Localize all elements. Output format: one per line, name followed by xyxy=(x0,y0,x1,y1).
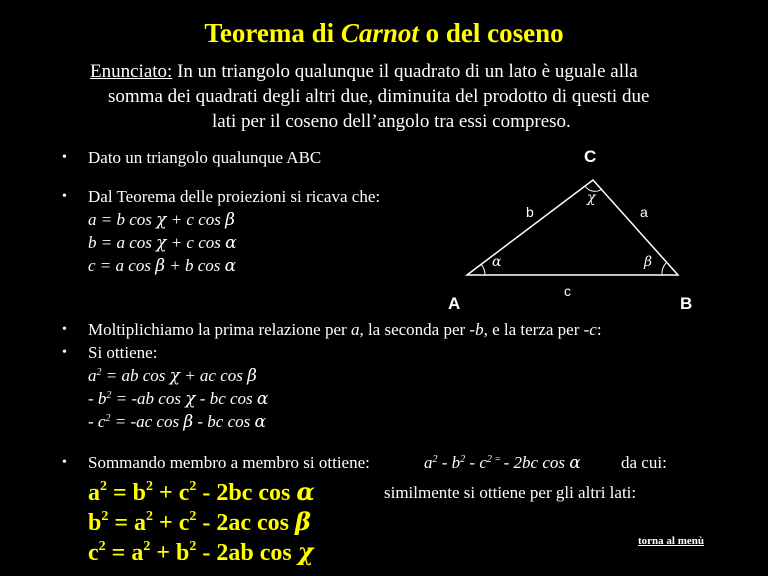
projection-eq-c: c = a cos β + b cos α xyxy=(88,256,237,276)
bullet: • xyxy=(62,322,67,337)
side-label-c: c xyxy=(564,283,571,299)
intro-text: Dato un triangolo qualunque ABC xyxy=(88,148,322,167)
sum-after-text: da cui: xyxy=(621,453,667,472)
product-eq-2: - $b^2 = -ab$ cos χ - bc cos α xyxy=(88,389,269,409)
side-label-a: a xyxy=(640,204,648,220)
sum-text: Sommando membro a membro si ottiene: xyxy=(88,453,370,472)
angle-arc-alpha xyxy=(481,264,485,275)
angle-label-beta: β xyxy=(644,254,653,270)
title-prefix: Teorema di xyxy=(204,18,341,48)
product-eq-3: - $c^2 = -ac$ cos β - bc cos α xyxy=(88,412,266,432)
projections-heading: Dal Teorema delle proiezioni si ricava che: xyxy=(88,187,381,206)
bullet: • xyxy=(62,345,67,360)
sum-equation: $a^2 - b^2 - c^2$ = - 2bc cos α xyxy=(424,453,581,473)
angle-arc-beta xyxy=(662,263,666,275)
multiply-text: Moltiplichiamo la prima relazione per a, la seconda per -b, e la terza per -c: xyxy=(88,320,602,339)
page-title xyxy=(0,18,768,49)
bullet: • xyxy=(62,455,67,470)
back-to-menu-link[interactable]: torna al menù xyxy=(638,535,704,547)
statement-text-1: In un triangolo qualunque il quadrato di un lato è uguale alla xyxy=(172,61,638,82)
vertex-label-b: B xyxy=(680,294,693,313)
projection-eq-b: b = a cos χ + c cos α xyxy=(88,233,237,253)
obtain-text: Si ottiene: xyxy=(88,343,158,362)
statement-label: Enunciato: xyxy=(90,61,173,82)
projection-eq-a: a = b cos χ + c cos β xyxy=(88,210,235,230)
bullet: • xyxy=(62,189,67,204)
similarly-text: similmente si ottiene per gli altri lati: xyxy=(384,483,637,502)
product-eq-1: $a^2$ = ab cos χ + ac cos β xyxy=(88,366,257,386)
angle-label-chi: χ xyxy=(587,190,596,206)
statement-line-2: somma dei quadrati degli altri due, diminuita del prodotto di questi due xyxy=(108,86,650,107)
title-suffix: o del coseno xyxy=(418,18,564,48)
title-carnot: Carnot xyxy=(340,18,419,48)
statement-line-1 xyxy=(90,61,638,83)
triangle-diagram xyxy=(440,140,730,320)
result-formula-c: $c^2 = a^2 + b^2 - 2ab$ cos χ xyxy=(88,537,314,566)
result-formula-a: $a^2 = b^2 + c^2 - 2bc$ cos α xyxy=(88,477,315,506)
bullet: • xyxy=(62,150,67,165)
vertex-label-c: C xyxy=(584,147,597,166)
angle-label-alpha: α xyxy=(492,254,502,270)
statement-line-3: lati per il coseno dell’angolo tra essi compreso. xyxy=(212,111,571,132)
side-label-b: b xyxy=(526,204,534,220)
vertex-label-a: A xyxy=(448,294,461,313)
result-formula-b: $b^2 = a^2 + c^2 - 2ac$ cos β xyxy=(88,507,311,536)
